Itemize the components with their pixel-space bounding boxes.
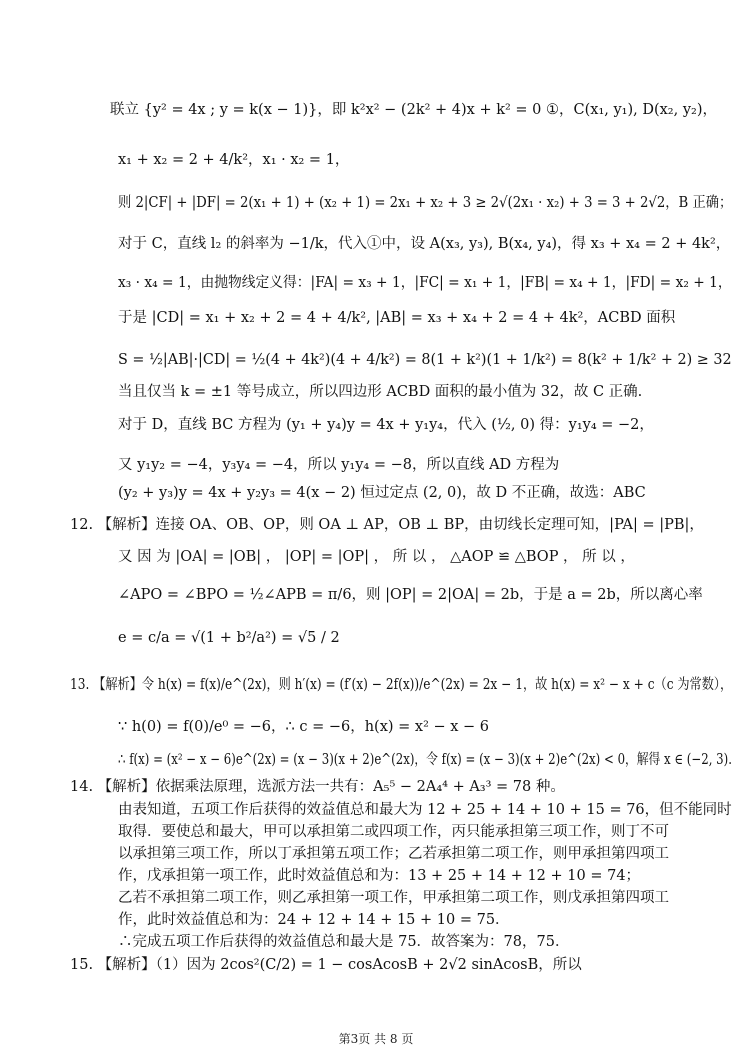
text-line: 14. 【解析】依据乘法原理，选派方法一共有：A₅⁵ − 2A₄⁴ + A₃³ = 78 种。 bbox=[70, 779, 565, 795]
text-line: x₁ + x₂ = 2 + 4/k²，x₁ · x₂ = 1， bbox=[118, 152, 350, 168]
text-line: 当且仅当 k = ±1 等号成立，所以四边形 ACBD 面积的最小值为 32，故 C 正确. bbox=[118, 384, 643, 400]
text-line: 联立 {y² = 4x ; y = k(x − 1)}，即 k²x² − (2k² + 4)x + k² = 0 ①，C(x₁, y₁), D(x₂, y₂)， bbox=[110, 102, 718, 118]
text-line: 乙若不承担第二项工作，则乙承担第一项工作，甲承担第二项工作，则戊承担第四项工 bbox=[118, 890, 669, 906]
text-line: 以承担第三项工作，所以丁承担第五项工作；乙若承担第二项工作，则甲承担第四项工 bbox=[118, 846, 669, 862]
text-line: 由表知道，五项工作后获得的效益值总和最大为 12 + 25 + 14 + 10 + 15 = 76，但不能同时 bbox=[118, 802, 732, 818]
text-line: (y₂ + y₃)y = 4x + y₂y₃ = 4(x − 2) 恒过定点 (2, 0)，故 D 不正确，故选：ABC bbox=[118, 485, 646, 501]
text-line: ∴完成五项工作后获得的效益值总和最大是 75．故答案为：78，75． bbox=[118, 934, 570, 950]
text-line: 于是 |CD| = x₁ + x₂ + 2 = 4 + 4/k², |AB| = x₃ + x₄ + 2 = 4 + 4k²，ACBD 面积 bbox=[118, 310, 676, 326]
text-line: x₃ · x₄ = 1，由抛物线定义得：|FA| = x₃ + 1，|FC| = x₁ + 1，|FB| = x₄ + 1，|FD| = x₂ + 1， bbox=[118, 275, 732, 291]
text-line: ∵ h(0) = f(0)/e⁰ = −6，∴ c = −6，h(x) = x² − x − 6 bbox=[118, 719, 490, 735]
text-line: 12. 【解析】连接 OA、OB、OP，则 OA ⊥ AP，OB ⊥ BP，由切线长定理可知，|PA| = |PB|， bbox=[70, 517, 704, 533]
text-line: 作，此时效益值总和为：24 + 12 + 14 + 15 + 10 = 75． bbox=[118, 912, 510, 928]
text-line: 则 2|CF| + |DF| = 2(x₁ + 1) + (x₂ + 1) = 2x₁ + x₂ + 3 ≥ 2√(2x₁ · x₂) + 3 = 3 + 2√2，B 正确； bbox=[118, 195, 733, 211]
text-line: 13. 【解析】令 h(x) = f(x)/e^(2x)，则 h′(x) = (f′(x) − 2f(x))/e^(2x) = 2x − 1，故 h(x) = x² − x + c（c 为常数）， bbox=[70, 677, 733, 693]
text-line: 作，戊承担第一项工作，此时效益值总和为：13 + 25 + 14 + 12 + 10 = 74； bbox=[118, 868, 641, 884]
text-line: ∴ f(x) = (x² − x − 6)e^(2x) = (x − 3)(x + 2)e^(2x)，令 f(x) = (x − 3)(x + 2)e^(2x) < 0，解得 x ∈ (−2, 3). bbox=[118, 752, 732, 768]
text-line: 又 y₁y₂ = −4，y₃y₄ = −4，所以 y₁y₄ = −8，所以直线 AD 方程为 bbox=[118, 457, 560, 473]
page-footer: 第3页 共 8 页 bbox=[338, 1032, 414, 1046]
text-line: 对于 C，直线 l₂ 的斜率为 −1/k，代入①中，设 A(x₃, y₃), B(x₄, y₄)，得 x₃ + x₄ = 2 + 4k²， bbox=[118, 236, 731, 252]
text-line: 又 因 为 |OA| = |OB| ， |OP| = |OP| ， 所 以 ， △AOP ≌ △BOP ， 所 以 ， bbox=[118, 549, 635, 565]
text-line: 取得．要使总和最大，甲可以承担第二或四项工作，丙只能承担第三项工作，则丁不可 bbox=[118, 824, 669, 840]
text-line: 对于 D，直线 BC 方程为 (y₁ + y₄)y = 4x + y₁y₄，代入 (½, 0) 得：y₁y₄ = −2， bbox=[118, 417, 654, 433]
text-line: 15. 【解析】（1）因为 2cos²(C/2) = 1 − cosAcosB + 2√2 sinAcosB，所以 bbox=[70, 957, 582, 973]
text-line: e = c/a = √(1 + b²/a²) = √5 / 2 bbox=[118, 630, 340, 646]
text-line: ∠APO = ∠BPO = ½∠APB = π/6，则 |OP| = 2|OA| = 2b，于是 a = 2b，所以离心率 bbox=[118, 587, 703, 603]
text-line: S = ½|AB|·|CD| = ½(4 + 4k²)(4 + 4/k²) = 8(1 + k²)(1 + 1/k²) = 8(k² + 1/k² + 2) ≥ 32 bbox=[118, 352, 732, 368]
